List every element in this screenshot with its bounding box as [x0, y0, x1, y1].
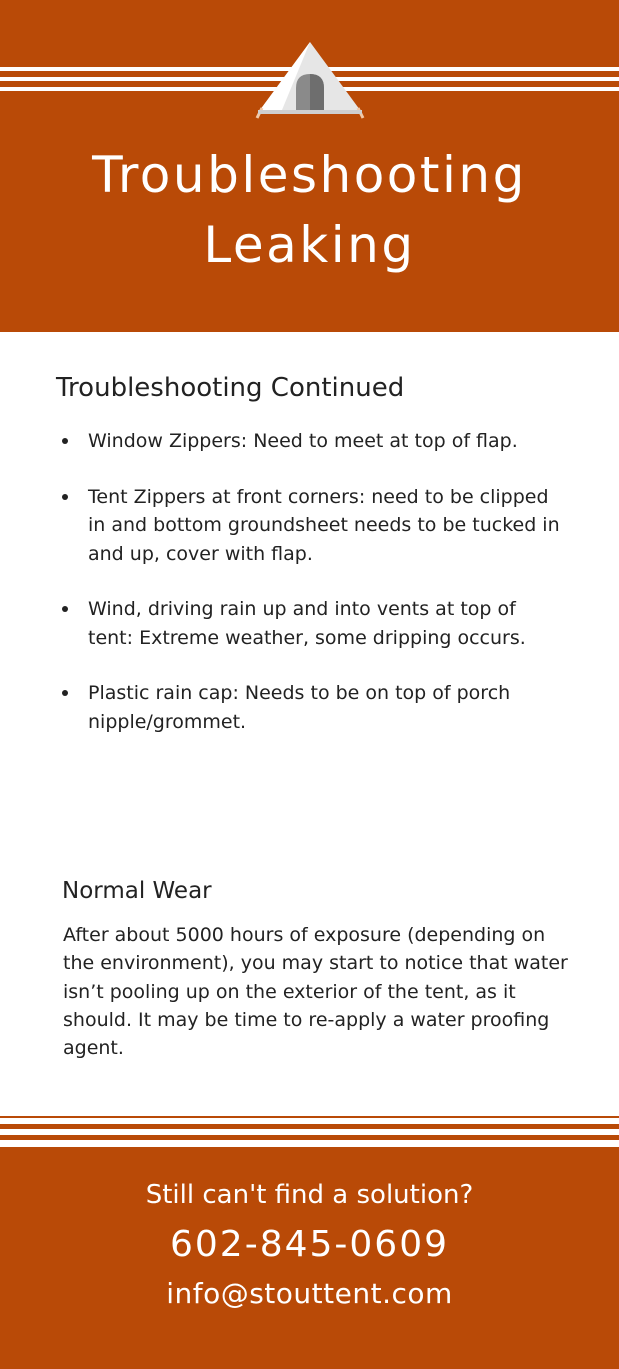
email-link[interactable]: info@stouttent.com [166, 1277, 453, 1310]
list-item-text: Window Zippers: Need to meet at top of flap. [88, 430, 518, 452]
list-item [60, 595, 560, 652]
troubleshooting-list [60, 427, 560, 763]
bullet-icon [62, 606, 68, 612]
list-item [60, 427, 560, 456]
tent-icon [252, 40, 368, 122]
bullet-icon [62, 494, 68, 500]
cta-text: Still can't find a solution? [145, 1180, 474, 1210]
troubleshooting-heading: Troubleshooting Continued [56, 373, 405, 403]
footer-stripe [0, 1116, 619, 1118]
bullet-icon [62, 690, 68, 696]
list-item-text: Plastic rain cap: Needs to be on top of porch nipple/grommet. [88, 682, 511, 733]
footer-stripe [0, 1124, 619, 1129]
header-banner [0, 0, 619, 332]
footer-stripe [0, 1135, 619, 1140]
footer-stripes [0, 1116, 619, 1148]
normal-wear-heading: Normal Wear [62, 878, 212, 904]
title-line-2: Leaking [203, 216, 416, 274]
list-item-text: Tent Zippers at front corners: need to be clipped in and bottom groundsheet needs to be tucked in and up, cover with flap. [88, 485, 560, 565]
contact-footer [0, 1147, 619, 1369]
list-item [60, 679, 560, 736]
bullet-icon [62, 438, 68, 444]
title-line-1: Troubleshooting [92, 146, 527, 204]
list-item-text: Wind, driving rain up and into vents at top of tent: Extreme weather, some dripping occurs. [88, 598, 526, 649]
phone-number[interactable]: 602-845-0609 [169, 1224, 450, 1265]
list-item [60, 483, 560, 569]
page-title [0, 140, 619, 280]
normal-wear-text: After about 5000 hours of exposure (depending on the environment), you may start to notice that water isn’t pooling up on the exterior of the tent, as it should. It may be time to re-apply a water proofing agent. [63, 924, 568, 1060]
